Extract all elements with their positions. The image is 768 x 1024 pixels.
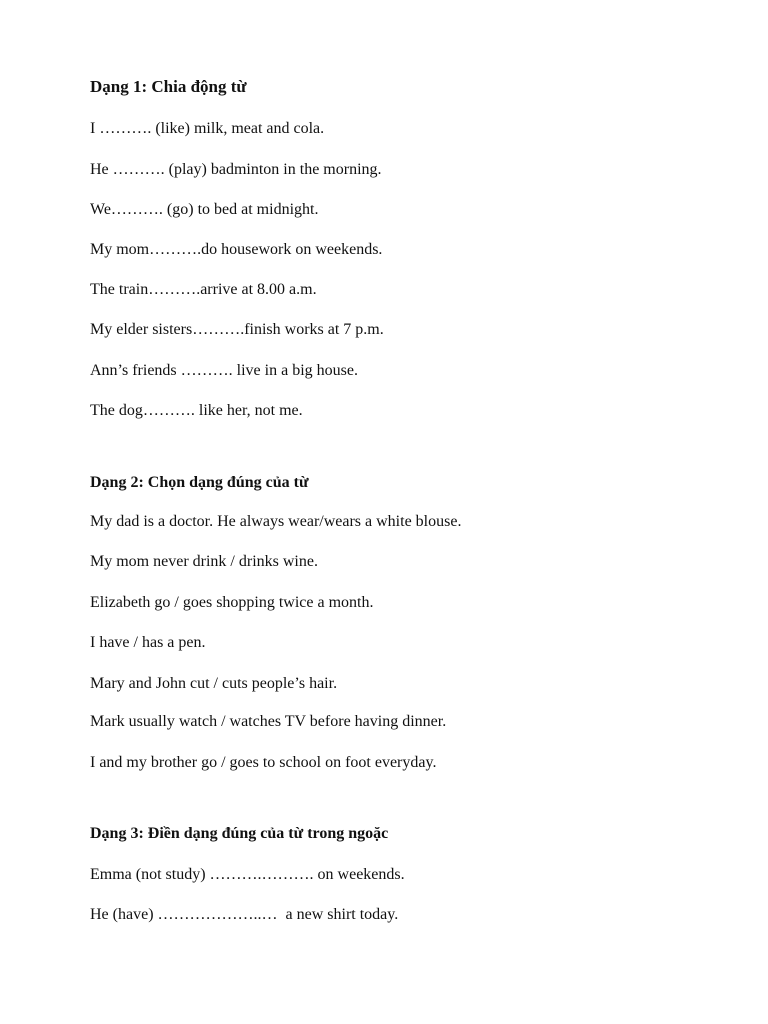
exercise-line: I have / has a pen. xyxy=(90,634,206,651)
exercise-line: Ann’s friends ………. live in a big house. xyxy=(90,362,358,379)
exercise-line: We………. (go) to bed at midnight. xyxy=(90,201,319,218)
exercise-line: He (have) ………………..… a new shirt today. xyxy=(90,906,399,923)
exercise-line: The dog………. like her, not me. xyxy=(90,402,303,419)
exercise-line: My mom……….do housework on weekends. xyxy=(90,241,383,258)
exercise-line: I and my brother go / goes to school on foot everyday. xyxy=(90,754,437,771)
exercise-line: Mark usually watch / watches TV before having dinner. xyxy=(90,713,447,730)
exercise-line: Mary and John cut / cuts people’s hair. xyxy=(90,675,338,692)
exercise-line: Emma (not study) ……….………. on weekends. xyxy=(90,866,405,883)
exercise-line: The train……….arrive at 8.00 a.m. xyxy=(90,281,317,298)
section-3-title: Dạng 3: Điền dạng đúng của từ trong ngoặc xyxy=(90,825,389,842)
exercise-line: My elder sisters……….finish works at 7 p.m. xyxy=(90,321,384,338)
exercise-line: I ………. (like) milk, meat and cola. xyxy=(90,120,325,137)
exercise-line: Elizabeth go / goes shopping twice a month. xyxy=(90,594,374,611)
exercise-line: He ………. (play) badminton in the morning. xyxy=(90,161,382,178)
exercise-line: My mom never drink / drinks wine. xyxy=(90,553,318,570)
section-2-title: Dạng 2: Chọn dạng đúng của từ xyxy=(90,474,309,491)
section-1-title: Dạng 1: Chia động từ xyxy=(90,77,247,96)
exercise-line: My dad is a doctor. He always wear/wears a white blouse. xyxy=(90,513,462,530)
